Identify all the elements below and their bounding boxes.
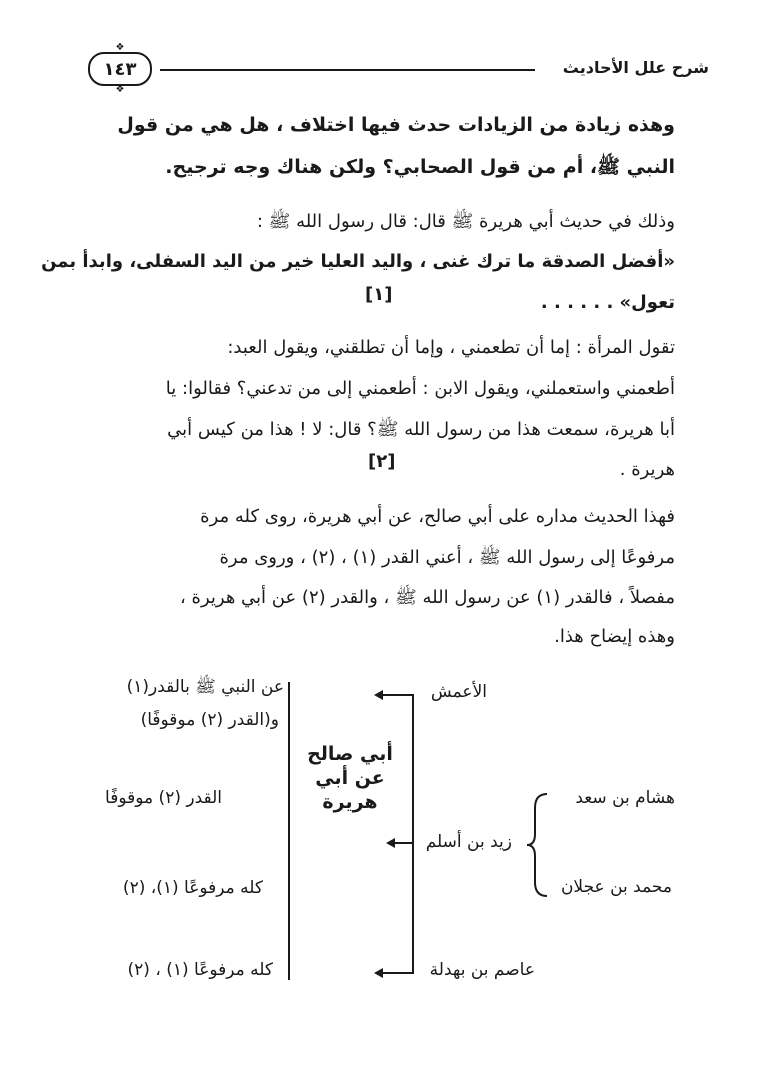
header-rule [160,69,535,71]
narrator-asim: عاصم بن بهدلة [429,960,535,980]
arrow-left-icon [386,838,395,848]
paragraph-2-line-2: «أفضل الصدقة ما ترك غنى ، واليد العليا خير من اليد السفلى، وابدأ بمن [41,251,675,272]
ornament-icon: ❖ [115,42,125,53]
paragraph-1-line-1: وهذه زيادة من الزيادات حدث فيها اختلاف ، هل هي من قول [117,114,675,136]
footnote-ref-1: [١] [365,284,393,305]
paragraph-2-line-1: وذلك في حديث أبي هريرة ﷺ قال: قال رسول الله ﷺ : [256,211,675,232]
result-1-line-2: و(القدر (٢) موقوفًا) [140,710,279,730]
bracket-left-vertical [288,682,290,980]
bracket-right-vertical [412,694,414,974]
arrow-asim [380,972,414,974]
paragraph-4-line-3: مفصلاً ، فالقدر (١) عن رسول الله ﷺ ، والقدر (٢) عن أبي هريرة ، [179,587,675,608]
brace-icon [525,790,553,900]
narrator-hisham: هشام بن سعد [575,788,675,808]
paragraph-1-line-2: النبي ﷺ، أم من قول الصحابي؟ ولكن هناك وجه ترجيح. [165,156,675,178]
paragraph-2-line-3: تعول» . . . . . . [540,292,675,313]
isnad-diagram [0,660,757,1000]
narrator-zayd: زيد بن أسلم [425,832,512,852]
footnote-ref-2: [٢] [368,451,396,472]
paragraph-4-line-4: وهذه إيضاح هذا. [554,626,675,647]
ornament-icon: ❖ [115,84,125,95]
arrow-left-icon [374,968,383,978]
paragraph-3-line-2: أطعمني واستعملني، ويقول الابن : أطعمني إلى من تدعني؟ فقالوا: يا [165,378,675,399]
arrow-zayd [392,842,414,844]
result-2: القدر (٢) موقوفًا [105,788,222,808]
paragraph-3-line-3: أبا هريرة، سمعت هذا من رسول الله ﷺ؟ قال: لا ! هذا من كيس أبي [167,419,675,440]
chain-line-2: عن أبي [315,767,385,789]
arrow-a3mash [380,694,414,696]
paragraph-3-line-1: تقول المرأة : إما أن تطعمني ، وإما أن تطلقني، ويقول العبد: [227,337,675,358]
result-1-line-1: عن النبي ﷺ بالقدر(١) [126,677,284,697]
result-4: كله مرفوعًا (١) ، (٢) [127,960,273,980]
chain-line-1: أبي صالح [307,743,393,765]
narrator-muhammad: محمد بن عجلان [560,877,672,897]
paragraph-4-line-2: مرفوعًا إلى رسول الله ﷺ ، أعني القدر (١) ، (٢) ، وروى مرة [219,547,675,568]
paragraph-3-line-4: هريرة . [619,459,675,480]
page-number: ١٤٣ [103,58,137,80]
arrow-left-icon [374,690,383,700]
narrator-a3mash: الأعمش [430,682,487,702]
page-number-badge [88,42,152,95]
chain-center-label [302,742,398,814]
running-header-title: شرح علل الأحاديث [562,58,709,77]
result-3: كله مرفوعًا (١)، (٢) [122,878,263,898]
chain-line-3: هريرة [322,791,378,813]
paragraph-4-line-1: فهذا الحديث مداره على أبي صالح، عن أبي هريرة، روى كله مرة [200,506,675,527]
